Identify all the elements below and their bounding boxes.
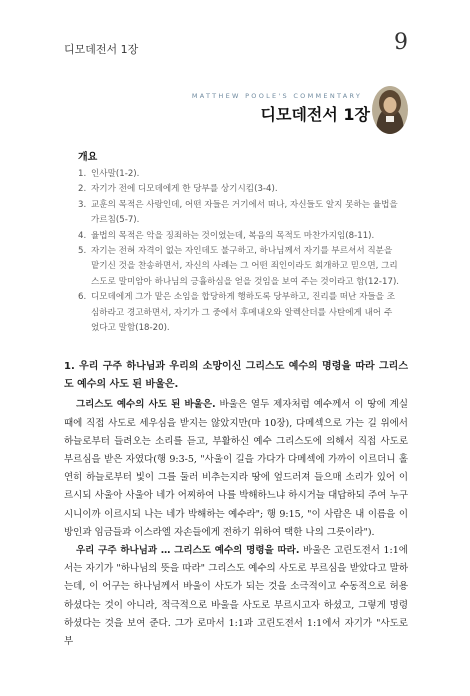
portrait-image	[372, 86, 408, 134]
running-title: 디모데전서 1장	[64, 43, 139, 56]
paragraph-lead: 그리스도 예수의 사도 된 바울은.	[76, 399, 216, 411]
summary-item: 4. 율법의 목적은 악을 징죄하는 것이었는데, 복음의 목적도 마찬가지임(8-11).	[78, 230, 375, 241]
summary-section	[78, 148, 400, 336]
summary-item: 2. 자기가 전에 디모데에게 한 당부를 상기시킴(3-4).	[78, 184, 278, 195]
summary-item: 5. 자기는 전혀 자격이 없는 자인데도 불구하고, 하나님께서 자기를 부르셔서 직분을 맡기신 것을 찬송하면서, 자신의 사례는 그 어떤 죄인이라도 회개하고 믿으면, 그리스도로 말미암아 하나님의 긍휼하심을 얻을 것임을 보여 주는 것이라고 함(12-17).	[78, 246, 400, 287]
commentary-series-label: MATTHEW POOLE'S COMMENTARY	[191, 92, 363, 100]
page-number: 9	[394, 30, 408, 55]
author-portrait	[372, 86, 408, 134]
chapter-title: 디모데전서 1장	[260, 105, 370, 124]
commentary-paragraph	[64, 396, 408, 542]
paragraph-lead: 우리 구주 하나님과 … 그리스도 예수의 명령을 따라.	[76, 545, 300, 557]
summary-item: 6. 디모데에게 그가 맡은 소임을 합당하게 행하도록 당부하고, 진리를 떠난 자들을 조심하라고 경고하면서, 자기가 그 중에서 후메내오와 알렉산더를 사탄에게 내어 주었다고 말함(18-20).	[78, 292, 396, 334]
summary-item: 3. 교훈의 목적은 사랑인데, 어떤 자들은 거기에서 떠나, 자신들도 알지 못하는 율법을 가르침(5-7).	[78, 199, 398, 226]
summary-list	[78, 167, 400, 336]
summary-heading: 개요	[78, 152, 98, 163]
summary-item: 1. 인사말(1-2).	[78, 169, 140, 179]
commentary-paragraph	[64, 542, 408, 651]
paragraph-text: 바울은 열두 제자처럼 예수께서 이 땅에 계실 때에 직접 사도로 세우심을 받지는 않았지만(마 10장), 다메섹으로 가는 길 위에서 하늘로부터 들려오는 소리를 듣고, 부활하신 예수 그리스도에 의해서 직접 사도로 부르심을 받은 자였다(행 9:3-5, "사울이 길을 가다가 다메섹에 가까이 이르더니 홀연히 하늘로부터 빛이 그를 둘러 비추는지라 땅에 엎드러져 들으매 소리가 있어 이르시되 사울아 사울아 네가 어찌하여 나를 박해하느냐 하시거늘 대답하되 주여 누구시니이까 이르시되 나는 네가 박해하는 예수라"; 행 9:15, "이 사람은 내 이름을 이방인과 임금들과 이스라엘 자손들에게 전하기 위하여 택한 나의 그릇이라").	[64, 399, 408, 538]
commentary-body	[64, 358, 408, 651]
paragraph-text: 바울은 고린도전서 1:1에서는 자기가 "하나님의 뜻을 따라" 그리스도 예수의 사도로 부르심을 받았다고 말하는데, 이 어구는 하나님께서 바울이 사도가 되는 것을 소극적이고 수동적으로 허용하셨다는 것이 아니라, 적극적으로 바울을 사도로 부르시고자 하셨고, 그렇게 명령하셨다는 것을 보여 준다. 그가 로마서 1:1과 고린도전서 1:1에서 자기가 "사도로 부	[64, 545, 408, 648]
verse-heading: 1. 우리 구주 하나님과 우리의 소망이신 그리스도 예수의 명령을 따라 그리스도 예수의 사도 된 바울은.	[64, 361, 408, 391]
